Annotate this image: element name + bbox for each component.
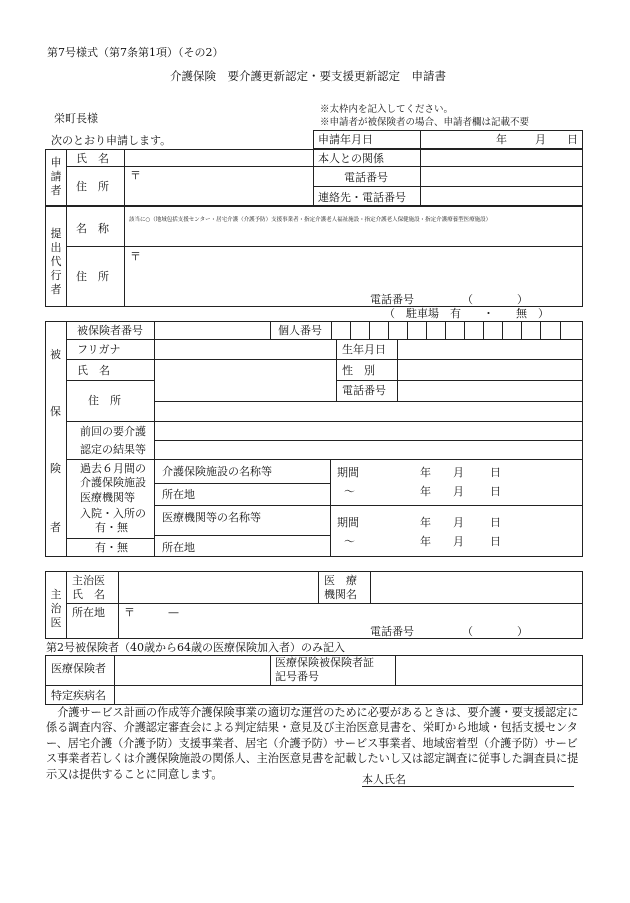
- agent-phone-label: 電話番号: [370, 293, 414, 306]
- past-stay-yes-no-2: 有・無: [95, 541, 128, 554]
- past-stay-label-1: 過去６月間の: [80, 462, 146, 475]
- sex-label: 性 別: [342, 364, 375, 377]
- signature-line: [362, 786, 574, 787]
- addressee: 栄町長様: [54, 112, 98, 125]
- applicant-phone-label: 電話番号: [344, 171, 388, 184]
- form-title: 介護保険 要介護更新認定・要支援更新認定 申請書: [170, 69, 446, 83]
- applicant-address-label: 住 所: [76, 180, 109, 193]
- insured-number-label: 被保険者番号: [77, 324, 143, 337]
- doctor-side-label: 主治医: [50, 588, 62, 629]
- birthdate-label: 生年月日: [342, 343, 386, 356]
- relation-label: 本人との関係: [318, 152, 384, 165]
- past-stay-label-3: 医療機関等: [80, 491, 135, 504]
- agent-address-label: 住 所: [76, 270, 109, 283]
- insured-name-label: 氏 名: [77, 364, 110, 377]
- contact-phone-label: 連絡先・電話番号: [318, 191, 406, 204]
- institution-label-2: 機関名: [324, 588, 357, 601]
- previous-result-label-2: 認定の結果等: [80, 443, 146, 456]
- insured-phone-label: 電話番号: [342, 384, 386, 397]
- doctor-address-label: 所在地: [72, 606, 105, 619]
- card-number-label-1: 医療保険被保険者証: [275, 656, 374, 669]
- note-applicant: ※申請者が被保険者の場合、申請者欄は記載不要: [320, 117, 530, 128]
- agent-type-note: 該当に○（地域包括支援センター・居宅介護（介護予防）支援事業者・指定介護老人福祉施設・指定介護老人保健施設・指定介護療養型医療施設）: [129, 217, 492, 223]
- applicant-side-label: 申請者: [50, 156, 62, 197]
- note-bold-frame: ※太枠内を記入してください。: [320, 104, 454, 115]
- signature-label: 本人氏名: [362, 773, 406, 786]
- medical-location-label: 所在地: [162, 541, 195, 554]
- facility-name-label: 介護保険施設の名称等: [162, 465, 272, 478]
- doctor-phone-label: 電話番号: [370, 625, 414, 638]
- period-label-1: 期間: [337, 466, 359, 479]
- doctor-name-label-2: 氏 名: [72, 588, 105, 601]
- insured-address-label: 住 所: [88, 394, 121, 407]
- date-label: 申請年月日: [318, 133, 373, 146]
- agent-name-label: 名 称: [76, 222, 109, 235]
- past-stay-yes-no-1: 有・無: [95, 521, 128, 534]
- insurer-label: 医療保険者: [51, 662, 106, 675]
- intro-text: 次のとおり申請します。: [51, 134, 172, 147]
- second-insured-heading: 第2号被保険者（40歳から64歳の医療保険加入者）のみ記入: [46, 641, 345, 654]
- institution-label-1: 医 療: [324, 574, 357, 587]
- previous-result-label-1: 前回の要介護: [80, 425, 146, 438]
- period-label-2: 期間: [337, 516, 359, 529]
- past-stay-label-4: 入院・入所の: [80, 507, 146, 520]
- parking-option: （ 駐車場 有 ・ 無 ）: [384, 307, 549, 320]
- consent-text: 介護サービス計画の作成等介護保険事業の適切な運営のために必要があるときは、要介護・要支援認定に係る調査内容、介護認定審査会による判定結果・意見及び主治医意見書を、栄町から地域・包括支援センター、居宅介護（介護予防）支援事業者、居宅（介護予防）サービス事業者、地域密着型（介護予防）サービス事業者若しくは介護保険施設の関係人、主治医意見書を記載したいし又は認定調査に従事した調査員に提示又は提供することに同意します。: [46, 706, 579, 781]
- medical-name-label: 医療機関等の名称等: [162, 511, 261, 524]
- applicant-name-label: 氏 名: [76, 152, 109, 165]
- disease-label: 特定疾病名: [51, 689, 106, 702]
- postal-mark: 〒: [130, 169, 141, 182]
- facility-location-label: 所在地: [162, 488, 195, 501]
- agent-side-label: 提出代行者: [50, 227, 62, 296]
- doctor-name-label-1: 主治医: [72, 574, 105, 587]
- furigana-label: フリガナ: [77, 343, 121, 356]
- past-stay-label-2: 介護保険施設: [80, 476, 146, 489]
- card-number-label-2: 記号番号: [275, 670, 319, 683]
- form-number: 第7号様式（第7条第1項）（その2）: [47, 46, 224, 59]
- personal-number-label: 個人番号: [278, 324, 322, 337]
